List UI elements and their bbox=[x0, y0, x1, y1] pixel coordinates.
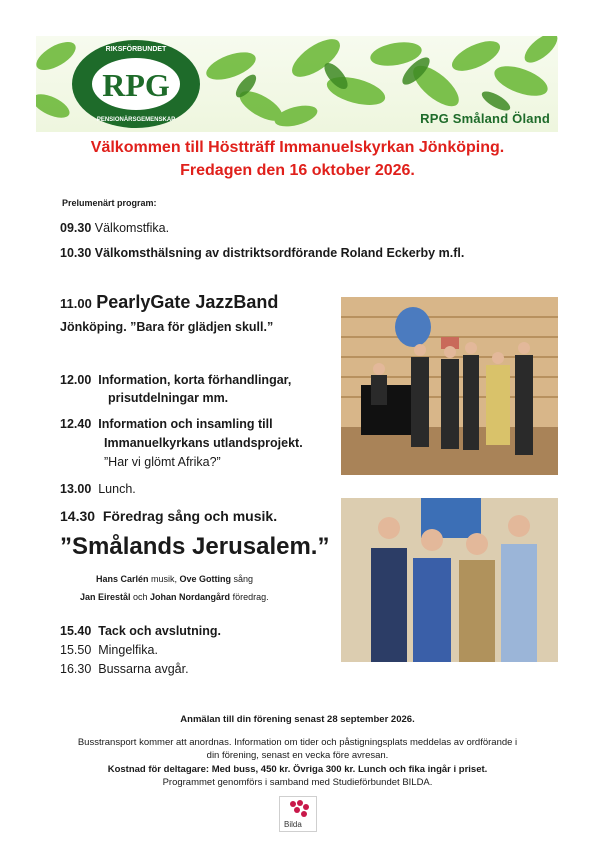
program-item bbox=[60, 624, 221, 638]
program-item-jazzband bbox=[60, 292, 278, 313]
item-text: Välkomsthälsning av distriktsordförande Roland Eckerby m.fl. bbox=[94, 246, 465, 260]
program-item bbox=[60, 662, 189, 676]
item-time: 15.50 bbox=[60, 643, 92, 657]
jazzband-photo bbox=[341, 297, 558, 475]
program-item bbox=[60, 246, 464, 260]
item-time: 15.40 bbox=[60, 624, 92, 638]
item-sub: prisutdelningar mm. bbox=[108, 391, 229, 405]
item-text: Lunch. bbox=[98, 482, 136, 496]
credits-line1: Hans Carlén musik, Ove Gotting sång bbox=[96, 574, 254, 584]
logo-mid-text: RPG bbox=[102, 67, 170, 103]
credits-line2: Jan Eirestål och Johan Nordangård föredrag. bbox=[80, 592, 269, 602]
item-time: 13.00 bbox=[60, 482, 92, 496]
region-name: RPG Småland Öland bbox=[420, 111, 550, 126]
item-text: Föredrag sång och musik. bbox=[102, 508, 278, 524]
bilda-logo bbox=[279, 796, 317, 832]
item-text: Mingelfika. bbox=[98, 643, 158, 657]
logo-top-text: RIKSFÖRBUNDET bbox=[105, 46, 167, 53]
item-time: 12.40 bbox=[60, 417, 92, 431]
headline-line2: Fredagen den 16 oktober 2026. bbox=[180, 162, 415, 179]
item-time: 10.30 bbox=[60, 246, 92, 260]
item-text: Information och insamling till bbox=[98, 417, 273, 431]
item-sub: Immanuelkyrkans utlandsprojekt. bbox=[104, 436, 303, 450]
bus-info-line2: din förening, senast en vecka före avresan. bbox=[206, 750, 389, 761]
bilda-text: Bilda bbox=[284, 820, 302, 829]
program-item bbox=[60, 373, 291, 387]
item-time: 09.30 bbox=[60, 221, 92, 235]
bus-info-line1: Busstransport kommer att anordnas. Information om tider och påstigningsplats meddelas av ordförande i bbox=[77, 737, 518, 748]
item-time: 12.00 bbox=[60, 373, 92, 387]
item-text: Tack och avslutning. bbox=[98, 624, 221, 638]
program-item bbox=[60, 482, 136, 496]
item-text: Bussarna avgår. bbox=[98, 662, 189, 676]
item-sub: Jönköping. ”Bara för glädjen skull.” bbox=[60, 320, 274, 334]
signup-deadline: Anmälan till din förening senast 28 september 2026. bbox=[180, 714, 415, 725]
logo-bottom-text: PENSIONÄRSGEMENSKAP bbox=[96, 117, 176, 123]
program-item bbox=[60, 508, 277, 524]
program-item bbox=[60, 417, 273, 431]
speakers-photo bbox=[341, 498, 558, 662]
cost-info: Kostnad för deltagare: Med buss, 450 kr. Övriga 300 kr. Lunch och fika ingår i priset. bbox=[107, 764, 488, 775]
program-partner: Programmet genomförs i samband med Studieförbundet BILDA. bbox=[162, 777, 433, 788]
item-time: 14.30 bbox=[60, 508, 96, 524]
program-item bbox=[60, 221, 169, 235]
feature-title: ”Smålands Jerusalem.” bbox=[60, 533, 330, 560]
header-banner bbox=[36, 36, 558, 132]
item-text: PearlyGate JazzBand bbox=[96, 292, 279, 312]
rpg-logo bbox=[72, 40, 200, 128]
item-sub2: ”Har vi glömt Afrika?” bbox=[104, 455, 221, 469]
program-item bbox=[60, 643, 158, 657]
item-text: Information, korta förhandlingar, bbox=[98, 373, 292, 387]
item-time: 16.30 bbox=[60, 662, 92, 676]
item-time: 11.00 bbox=[60, 296, 92, 311]
headline-line1: Välkommen till Höstträff Immanuelskyrkan Jönköping. bbox=[90, 139, 505, 156]
program-label: Prelumenärt program: bbox=[62, 198, 157, 208]
item-text: Välkomstfika. bbox=[94, 221, 170, 235]
